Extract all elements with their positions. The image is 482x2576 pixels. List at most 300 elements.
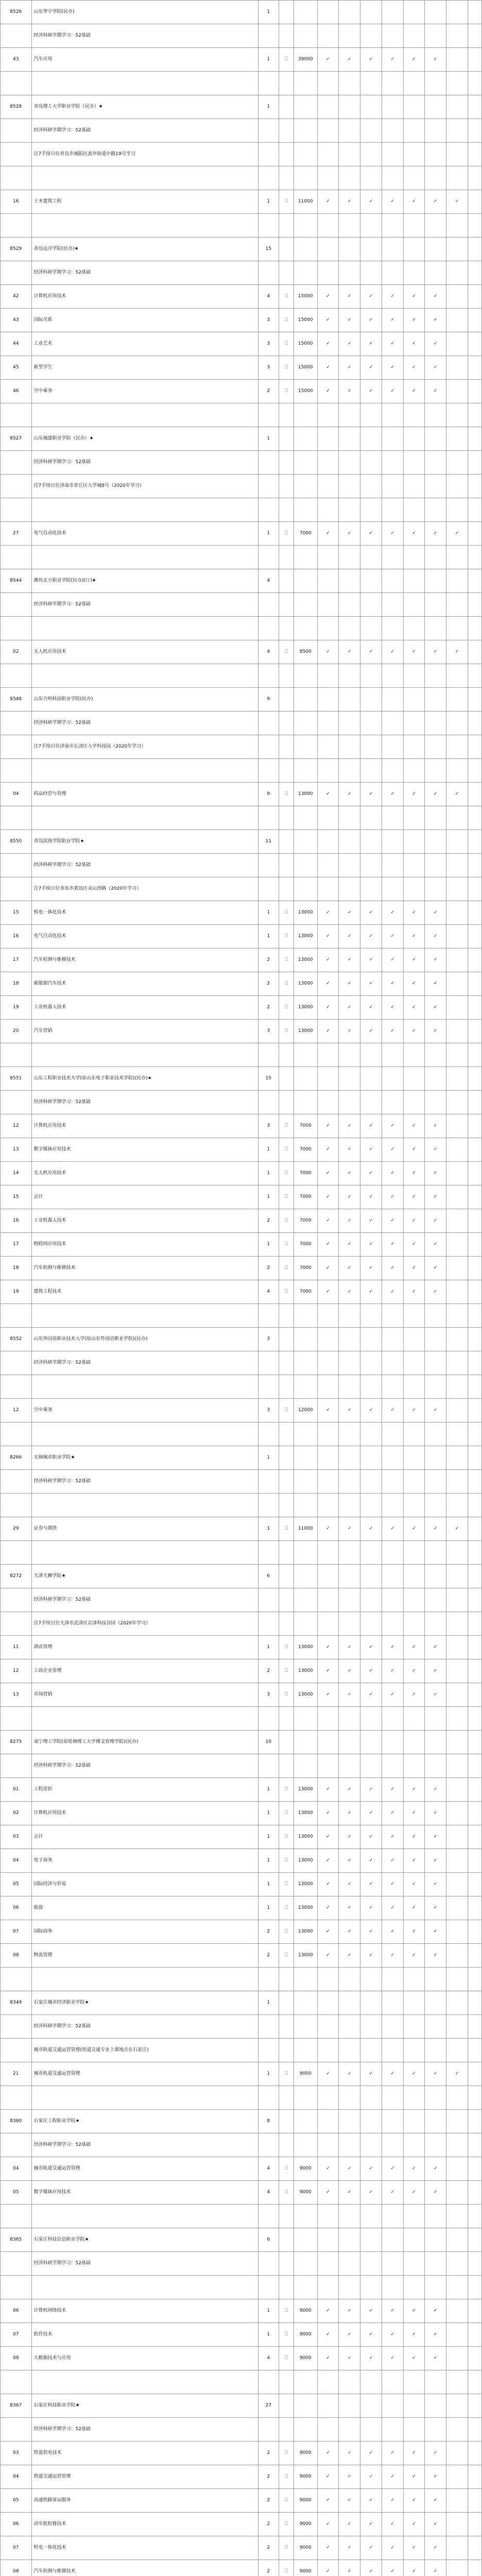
- empty-cell: [468, 1968, 481, 1991]
- empty-cell: [468, 972, 481, 996]
- empty-cell: [294, 617, 317, 640]
- empty-cell: [360, 1565, 382, 1588]
- empty-cell: [468, 2299, 481, 2323]
- requirement-check-cell: ✓: [403, 1399, 425, 1422]
- empty-cell: [446, 2276, 468, 2299]
- requirement-check-cell: ✓: [425, 2062, 446, 2086]
- empty-cell: [403, 593, 425, 617]
- empty-cell: [317, 569, 339, 593]
- plan-count-cell: 2: [258, 2560, 279, 2576]
- empty-cell: [294, 2252, 317, 2276]
- school-code-cell: 8551: [1, 1067, 32, 1091]
- empty-cell: [279, 261, 294, 285]
- major-row: [1, 1162, 482, 1185]
- empty-cell: [339, 2015, 360, 2039]
- empty-cell: [425, 1754, 446, 1778]
- empty-cell: [446, 1565, 468, 1588]
- major-code-cell: 02: [1, 640, 32, 664]
- school-code-cell: 8349: [1, 1991, 32, 2015]
- empty-cell: [446, 2086, 468, 2110]
- empty-cell: [403, 2086, 425, 2110]
- plan-count-cell: 1: [258, 190, 279, 214]
- empty-cell: [468, 1517, 481, 1541]
- requirement-check-cell: ✓: [403, 2442, 425, 2465]
- empty-cell: [446, 830, 468, 854]
- empty-cell: [339, 1446, 360, 1470]
- empty-cell: [403, 546, 425, 569]
- empty-cell: [382, 1470, 403, 1494]
- empty-cell: [279, 1375, 294, 1399]
- empty-cell: [382, 1968, 403, 1991]
- major-row: [1, 1920, 482, 1944]
- empty-cell: [382, 617, 403, 640]
- empty-cell: [294, 214, 317, 238]
- requirement-check-cell: ✓: [425, 356, 446, 380]
- note-row: [1, 2133, 482, 2157]
- empty-cell: [403, 1091, 425, 1114]
- study-years-cell: 三: [279, 2181, 294, 2205]
- empty-cell: [468, 2418, 481, 2442]
- requirement-check-cell: ✓: [317, 48, 339, 72]
- requirement-check-cell: ✓: [382, 2513, 403, 2536]
- empty-cell: [1, 403, 32, 427]
- empty-cell: [382, 1754, 403, 1778]
- empty-cell: [1, 474, 32, 498]
- requirement-check-cell: [446, 1920, 468, 1944]
- empty-cell: [468, 2086, 481, 2110]
- empty-cell: [317, 1754, 339, 1778]
- requirement-check-cell: [446, 1162, 468, 1185]
- tuition-fee-cell: 13000: [294, 925, 317, 948]
- requirement-check-cell: ✓: [382, 285, 403, 309]
- plan-count-cell: 3: [258, 1328, 279, 1351]
- empty-cell: [382, 1612, 403, 1636]
- requirement-check-cell: ✓: [317, 1114, 339, 1138]
- empty-cell: [360, 1588, 382, 1612]
- note-cell: 经济科研学期学习：52基础: [31, 2252, 258, 2276]
- plan-count-cell: 2: [258, 2536, 279, 2560]
- requirement-check-cell: ✓: [317, 2560, 339, 2576]
- note-row: [1, 854, 482, 877]
- requirement-check-cell: ✓: [317, 1920, 339, 1944]
- empty-cell: [279, 1754, 294, 1778]
- plan-count-cell: 4: [258, 1280, 279, 1304]
- empty-cell: [468, 48, 481, 72]
- empty-cell: [339, 593, 360, 617]
- school-code-cell: 8275: [1, 1731, 32, 1754]
- empty-cell: [425, 451, 446, 474]
- empty-cell: [403, 2110, 425, 2133]
- empty-cell: [446, 2370, 468, 2394]
- requirement-check-cell: [446, 1114, 468, 1138]
- empty-cell: [339, 2110, 360, 2133]
- empty-cell: [403, 1565, 425, 1588]
- requirement-check-cell: ✓: [425, 640, 446, 664]
- school-row: [1, 427, 482, 451]
- empty-cell: [446, 403, 468, 427]
- empty-cell: [425, 711, 446, 735]
- empty-cell: [258, 498, 279, 522]
- tuition-fee-cell: 11000: [294, 190, 317, 214]
- requirement-check-cell: ✓: [403, 925, 425, 948]
- empty-cell: [468, 1873, 481, 1896]
- requirement-check-cell: ✓: [382, 783, 403, 806]
- requirement-check-cell: ✓: [360, 2347, 382, 2370]
- major-name-cell: 工业机器人技术: [31, 1209, 258, 1233]
- empty-cell: [446, 1328, 468, 1351]
- empty-cell: [382, 1351, 403, 1375]
- tuition-fee-cell: 13000: [294, 972, 317, 996]
- tuition-fee-cell: 9000: [294, 2560, 317, 2576]
- empty-cell: [468, 1659, 481, 1683]
- blank-row: [1, 546, 482, 569]
- requirement-check-cell: [446, 925, 468, 948]
- empty-cell: [279, 1, 294, 24]
- empty-cell: [425, 593, 446, 617]
- empty-cell: [279, 2133, 294, 2157]
- school-name-cell: 青岛理工大学职业学院（民办）★: [31, 95, 258, 119]
- requirement-check-cell: ✓: [317, 1020, 339, 1043]
- empty-cell: [425, 2394, 446, 2418]
- requirement-check-cell: ✓: [382, 1280, 403, 1304]
- empty-cell: [468, 403, 481, 427]
- requirement-check-cell: ✓: [339, 1802, 360, 1825]
- requirement-check-cell: ✓: [382, 190, 403, 214]
- major-name-cell: 城市轨道交通运营管理: [31, 2157, 258, 2181]
- school-code-cell: 8548: [1, 688, 32, 711]
- tuition-fee-cell: 13000: [294, 1659, 317, 1683]
- empty-cell: [279, 1422, 294, 1446]
- empty-cell: [382, 214, 403, 238]
- requirement-check-cell: ✓: [317, 1802, 339, 1825]
- tuition-fee-cell: 7000: [294, 1257, 317, 1280]
- plan-count-cell: 1: [258, 1802, 279, 1825]
- empty-cell: [279, 593, 294, 617]
- empty-cell: [403, 1351, 425, 1375]
- requirement-check-cell: ✓: [403, 996, 425, 1020]
- requirement-check-cell: ✓: [317, 2157, 339, 2181]
- major-row: [1, 2323, 482, 2347]
- requirement-check-cell: ✓: [360, 1114, 382, 1138]
- empty-cell: [468, 1399, 481, 1422]
- major-row: [1, 1280, 482, 1304]
- plan-count-cell: 2: [258, 2465, 279, 2489]
- empty-cell: [31, 166, 258, 190]
- empty-cell: [425, 569, 446, 593]
- school-code-cell: 8367: [1, 2394, 32, 2418]
- study-years-cell: 三: [279, 48, 294, 72]
- major-code-cell: 46: [1, 380, 32, 403]
- requirement-check-cell: ✓: [403, 2513, 425, 2536]
- tuition-fee-cell: 7000: [294, 1209, 317, 1233]
- empty-cell: [1, 1612, 32, 1636]
- empty-cell: [446, 546, 468, 569]
- empty-cell: [279, 1043, 294, 1067]
- requirement-check-cell: [446, 1683, 468, 1707]
- empty-cell: [468, 1185, 481, 1209]
- empty-cell: [382, 1731, 403, 1754]
- empty-cell: [294, 1091, 317, 1114]
- empty-cell: [425, 95, 446, 119]
- empty-cell: [317, 1067, 339, 1091]
- empty-cell: [446, 2418, 468, 2442]
- empty-cell: [468, 546, 481, 569]
- empty-cell: [403, 166, 425, 190]
- empty-cell: [403, 2228, 425, 2252]
- empty-cell: [403, 143, 425, 166]
- major-row: [1, 996, 482, 1020]
- requirement-check-cell: ✓: [339, 1825, 360, 1849]
- major-row: [1, 1233, 482, 1257]
- note-cell: 经济科研学期学习：52基础: [31, 119, 258, 143]
- tuition-fee-cell: 9000: [294, 2299, 317, 2323]
- empty-cell: [294, 427, 317, 451]
- empty-cell: [317, 688, 339, 711]
- empty-cell: [468, 214, 481, 238]
- major-row: [1, 1778, 482, 1802]
- empty-cell: [468, 711, 481, 735]
- empty-cell: [317, 143, 339, 166]
- requirement-check-cell: [446, 356, 468, 380]
- empty-cell: [339, 238, 360, 261]
- requirement-check-cell: ✓: [425, 1209, 446, 1233]
- empty-cell: [317, 2110, 339, 2133]
- empty-cell: [339, 2086, 360, 2110]
- requirement-check-cell: ✓: [339, 332, 360, 356]
- requirement-check-cell: ✓: [403, 356, 425, 380]
- empty-cell: [317, 1470, 339, 1494]
- major-name-cell: 铁道供电技术: [31, 2442, 258, 2465]
- plan-count-cell: 6: [258, 1565, 279, 1588]
- empty-cell: [258, 119, 279, 143]
- major-row: [1, 972, 482, 996]
- requirement-check-cell: ✓: [446, 1517, 468, 1541]
- empty-cell: [425, 2276, 446, 2299]
- requirement-check-cell: ✓: [360, 48, 382, 72]
- requirement-check-cell: ✓: [360, 356, 382, 380]
- study-years-cell: 三: [279, 1233, 294, 1257]
- empty-cell: [31, 2370, 258, 2394]
- study-years-cell: 三: [279, 1517, 294, 1541]
- note-row: [1, 2015, 482, 2039]
- empty-cell: [360, 2133, 382, 2157]
- empty-cell: [279, 2276, 294, 2299]
- requirement-check-cell: ✓: [317, 1849, 339, 1873]
- empty-cell: [403, 735, 425, 759]
- requirement-check-cell: ✓: [317, 2299, 339, 2323]
- empty-cell: [425, 1091, 446, 1114]
- major-code-cell: 29: [1, 1517, 32, 1541]
- plan-count-cell: 2: [258, 2489, 279, 2513]
- requirement-check-cell: ✓: [382, 2560, 403, 2576]
- requirement-check-cell: ✓: [382, 901, 403, 925]
- empty-cell: [339, 1565, 360, 1588]
- empty-cell: [425, 143, 446, 166]
- empty-cell: [279, 1541, 294, 1565]
- empty-cell: [294, 24, 317, 48]
- note-cell: 经济科研学期学习：52基础: [31, 711, 258, 735]
- requirement-check-cell: ✓: [339, 1778, 360, 1802]
- school-row: [1, 1328, 482, 1351]
- requirement-check-cell: ✓: [403, 1257, 425, 1280]
- major-name-cell: 铁道交通运营管理: [31, 2465, 258, 2489]
- empty-cell: [382, 166, 403, 190]
- note-cell: 注7手续日位青岛市黄岛区灵山湾路（2020年学习）: [31, 877, 258, 901]
- empty-cell: [339, 1375, 360, 1399]
- empty-cell: [360, 593, 382, 617]
- empty-cell: [425, 498, 446, 522]
- major-name-cell: 证券与期货: [31, 1517, 258, 1541]
- empty-cell: [294, 2205, 317, 2228]
- empty-cell: [403, 2133, 425, 2157]
- tuition-fee-cell: 7000: [294, 1138, 317, 1162]
- requirement-check-cell: ✓: [382, 1636, 403, 1659]
- empty-cell: [279, 1565, 294, 1588]
- plan-count-cell: 1: [258, 1778, 279, 1802]
- empty-cell: [468, 2347, 481, 2370]
- empty-cell: [339, 617, 360, 640]
- empty-cell: [339, 261, 360, 285]
- empty-cell: [468, 2181, 481, 2205]
- empty-cell: [317, 1446, 339, 1470]
- requirement-check-cell: ✓: [317, 1399, 339, 1422]
- empty-cell: [403, 238, 425, 261]
- empty-cell: [279, 759, 294, 783]
- empty-cell: [317, 166, 339, 190]
- empty-cell: [468, 238, 481, 261]
- note-cell: 经济科研学期学习：52基础: [31, 261, 258, 285]
- requirement-check-cell: ✓: [382, 1778, 403, 1802]
- empty-cell: [258, 806, 279, 830]
- empty-cell: [294, 2133, 317, 2157]
- major-row: [1, 783, 482, 806]
- note-cell: 注7手续日位青岛市城阳区流亭街道中路19号学习: [31, 143, 258, 166]
- empty-cell: [317, 1612, 339, 1636]
- empty-cell: [31, 72, 258, 95]
- empty-cell: [317, 546, 339, 569]
- empty-cell: [403, 569, 425, 593]
- empty-cell: [339, 451, 360, 474]
- empty-cell: [31, 1043, 258, 1067]
- empty-cell: [446, 759, 468, 783]
- empty-cell: [360, 143, 382, 166]
- requirement-check-cell: ✓: [360, 1825, 382, 1849]
- empty-cell: [468, 427, 481, 451]
- empty-cell: [382, 688, 403, 711]
- major-row: [1, 1896, 482, 1920]
- empty-cell: [1, 806, 32, 830]
- note-cell: 经济科研学期学习：52基础: [31, 2133, 258, 2157]
- major-code-cell: 08: [1, 2560, 32, 2576]
- requirement-check-cell: ✓: [425, 2181, 446, 2205]
- requirement-check-cell: ✓: [403, 2157, 425, 2181]
- empty-cell: [1, 593, 32, 617]
- requirement-check-cell: [446, 1944, 468, 1968]
- empty-cell: [425, 1612, 446, 1636]
- requirement-check-cell: ✓: [317, 356, 339, 380]
- empty-cell: [279, 1328, 294, 1351]
- empty-cell: [339, 1494, 360, 1517]
- major-name-cell: 无人机应用技术: [31, 640, 258, 664]
- empty-cell: [279, 474, 294, 498]
- empty-cell: [382, 498, 403, 522]
- empty-cell: [468, 735, 481, 759]
- empty-cell: [258, 2370, 279, 2394]
- requirement-check-cell: ✓: [339, 2536, 360, 2560]
- empty-cell: [446, 427, 468, 451]
- study-years-cell: 三: [279, 2536, 294, 2560]
- empty-cell: [31, 403, 258, 427]
- empty-cell: [294, 261, 317, 285]
- requirement-check-cell: ✓: [403, 1683, 425, 1707]
- empty-cell: [382, 569, 403, 593]
- requirement-check-cell: ✓: [317, 1162, 339, 1185]
- empty-cell: [279, 214, 294, 238]
- study-years-cell: 三: [279, 1825, 294, 1849]
- empty-cell: [468, 1636, 481, 1659]
- empty-cell: [317, 1043, 339, 1067]
- blank-row: [1, 166, 482, 190]
- empty-cell: [382, 427, 403, 451]
- major-row: [1, 1802, 482, 1825]
- requirement-check-cell: ✓: [339, 380, 360, 403]
- school-row: [1, 1067, 482, 1091]
- requirement-check-cell: ✓: [403, 901, 425, 925]
- requirement-check-cell: ✓: [360, 2560, 382, 2576]
- note-cell: 经济科研学期学习：52基础: [31, 1091, 258, 1114]
- empty-cell: [317, 2252, 339, 2276]
- empty-cell: [339, 1067, 360, 1091]
- major-code-cell: 16: [1, 1209, 32, 1233]
- empty-cell: [425, 735, 446, 759]
- requirement-check-cell: ✓: [382, 1399, 403, 1422]
- empty-cell: [403, 2418, 425, 2442]
- note-cell: 注7手续日位济南市章丘区大学城8号（2020年学习）: [31, 474, 258, 498]
- empty-cell: [279, 617, 294, 640]
- major-row: [1, 1399, 482, 1422]
- empty-cell: [468, 2560, 481, 2576]
- requirement-check-cell: ✓: [446, 640, 468, 664]
- empty-cell: [468, 2323, 481, 2347]
- empty-cell: [425, 166, 446, 190]
- empty-cell: [258, 546, 279, 569]
- tuition-fee-cell: 13000: [294, 1020, 317, 1043]
- empty-cell: [403, 1304, 425, 1328]
- empty-cell: [317, 1375, 339, 1399]
- empty-cell: [294, 1304, 317, 1328]
- empty-cell: [294, 1, 317, 24]
- empty-cell: [446, 214, 468, 238]
- plan-count-cell: 1: [258, 1873, 279, 1896]
- empty-cell: [339, 1968, 360, 1991]
- empty-cell: [317, 238, 339, 261]
- empty-cell: [360, 1351, 382, 1375]
- blank-row: [1, 2086, 482, 2110]
- empty-cell: [468, 617, 481, 640]
- study-years-cell: 三: [279, 1138, 294, 1162]
- empty-cell: [425, 1328, 446, 1351]
- empty-cell: [425, 877, 446, 901]
- empty-cell: [468, 380, 481, 403]
- empty-cell: [468, 474, 481, 498]
- empty-cell: [1, 1091, 32, 1114]
- requirement-check-cell: ✓: [360, 332, 382, 356]
- empty-cell: [468, 1091, 481, 1114]
- empty-cell: [425, 24, 446, 48]
- empty-cell: [258, 2418, 279, 2442]
- blank-row: [1, 1707, 482, 1731]
- empty-cell: [468, 901, 481, 925]
